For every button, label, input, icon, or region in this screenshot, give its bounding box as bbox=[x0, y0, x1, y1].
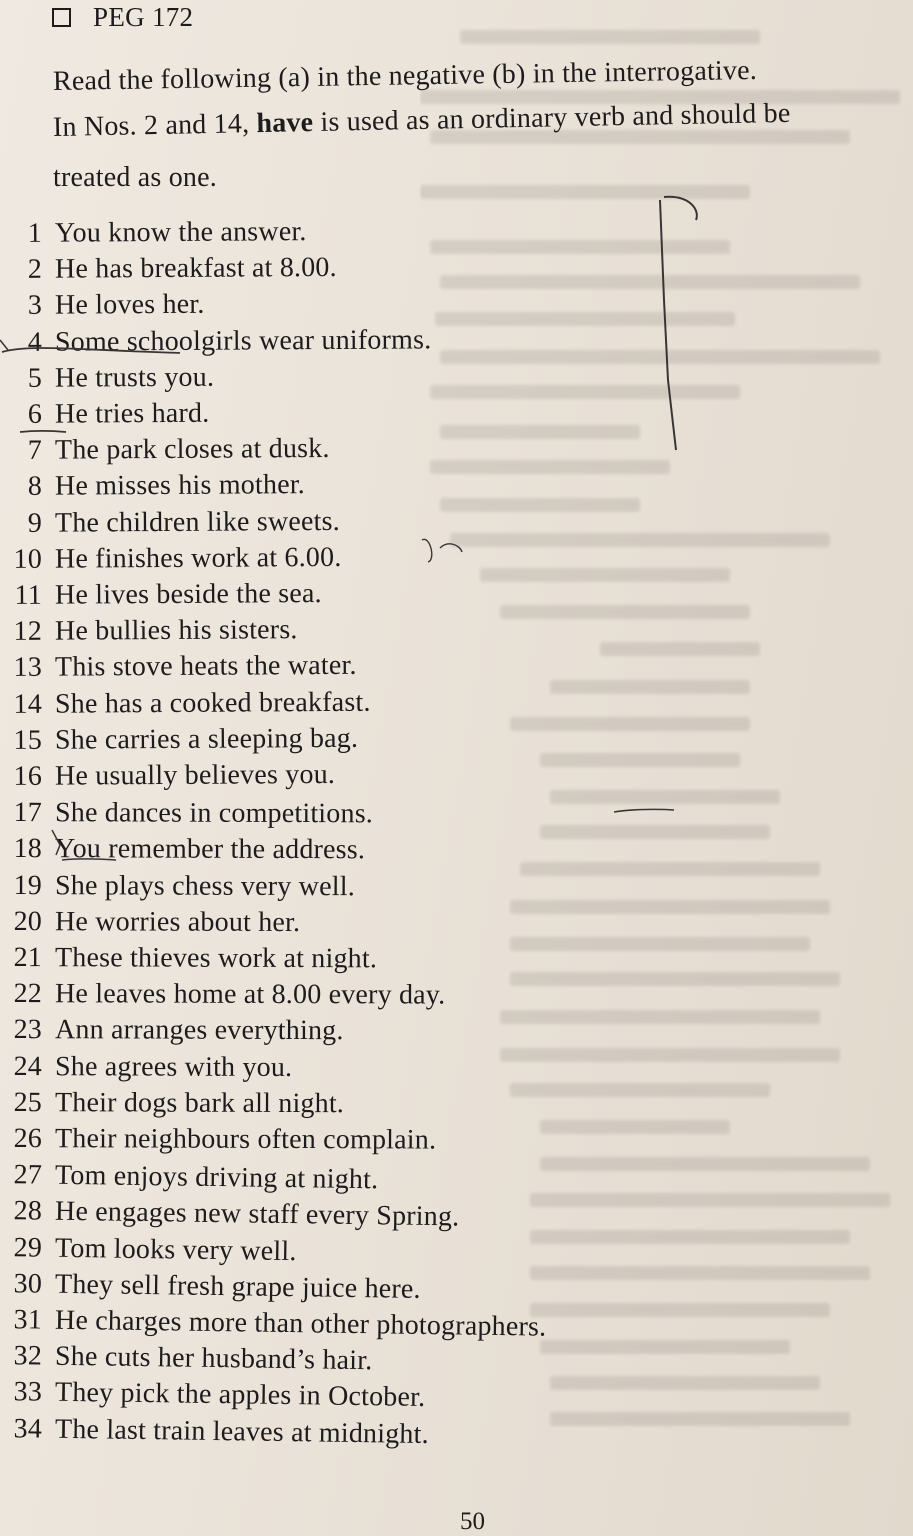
exercise-item bbox=[0, 574, 913, 616]
item-sentence: She plays chess very well. bbox=[54, 869, 355, 902]
item-number: 30 bbox=[13, 1267, 43, 1300]
exercise-title: PEG 172 bbox=[93, 1, 194, 32]
item-number: 13 bbox=[13, 652, 43, 684]
item-sentence: He leaves home at 8.00 every day. bbox=[54, 978, 446, 1011]
item-number: 3 bbox=[27, 290, 43, 322]
item-number: 11 bbox=[14, 579, 43, 611]
exercise-item bbox=[0, 647, 913, 689]
item-sentence: This stove heats the water. bbox=[54, 650, 357, 684]
item-number: 14 bbox=[13, 688, 43, 720]
item-sentence: He loves her. bbox=[54, 289, 205, 322]
item-number: 32 bbox=[13, 1340, 43, 1372]
item-sentence: He finishes work at 6.00. bbox=[54, 541, 342, 575]
item-number: 21 bbox=[13, 942, 43, 974]
item-sentence: The park closes at dusk. bbox=[54, 433, 330, 466]
exercise-item bbox=[0, 502, 913, 544]
exercise-checkbox[interactable] bbox=[52, 8, 71, 27]
item-number: 7 bbox=[27, 434, 43, 467]
item-sentence: He lives beside the sea. bbox=[54, 578, 322, 611]
exercise-item bbox=[0, 1014, 913, 1053]
item-sentence: The last train leaves at midnight. bbox=[54, 1413, 430, 1450]
exercise-item bbox=[0, 683, 913, 725]
item-number: 23 bbox=[13, 1014, 43, 1046]
exercise-item bbox=[0, 321, 913, 363]
item-sentence: Their neighbours often complain. bbox=[54, 1123, 437, 1156]
item-sentence: Their dogs bark all night. bbox=[54, 1086, 345, 1119]
instruction-line-2-end: is used as an ordinary verb and should be bbox=[312, 97, 791, 139]
item-number: 29 bbox=[13, 1231, 43, 1264]
item-number: 18 bbox=[13, 833, 43, 865]
item-number: 4 bbox=[27, 326, 43, 358]
exercise-item bbox=[0, 1051, 913, 1090]
item-sentence: He tries hard. bbox=[54, 397, 210, 430]
item-number: 20 bbox=[13, 905, 43, 937]
exercise-item bbox=[0, 978, 913, 1017]
item-number: 15 bbox=[13, 724, 43, 756]
item-number: 8 bbox=[27, 471, 43, 503]
item-sentence: She cuts her husband’s hair. bbox=[54, 1340, 373, 1377]
item-sentence: They pick the apples in October. bbox=[54, 1377, 426, 1414]
exercise-item bbox=[0, 357, 913, 399]
item-number: 10 bbox=[13, 543, 43, 575]
item-sentence: These thieves work at night. bbox=[54, 942, 378, 975]
exercise-item bbox=[0, 538, 913, 580]
item-number: 16 bbox=[13, 760, 43, 792]
exercise-item bbox=[0, 870, 913, 909]
item-sentence: Tom enjoys driving at night. bbox=[54, 1159, 379, 1196]
item-sentence: Tom looks very well. bbox=[54, 1232, 297, 1267]
exercise-item bbox=[0, 797, 913, 836]
item-sentence: He worries about her. bbox=[54, 905, 301, 938]
item-number: 28 bbox=[13, 1195, 43, 1227]
item-sentence: She has a cooked breakfast. bbox=[54, 686, 371, 720]
item-sentence: Ann arranges everything. bbox=[54, 1014, 344, 1047]
page-number: 50 bbox=[460, 1508, 485, 1535]
exercise-item bbox=[0, 942, 913, 981]
exercise-item bbox=[0, 393, 913, 435]
exercise-item bbox=[0, 833, 913, 872]
instruction-line-3: treated as one. bbox=[53, 162, 217, 193]
item-number: 24 bbox=[13, 1050, 43, 1082]
item-number: 33 bbox=[13, 1376, 43, 1408]
exercise-item bbox=[0, 1087, 913, 1126]
item-number: 31 bbox=[13, 1304, 43, 1336]
item-number: 19 bbox=[13, 869, 43, 901]
exercise-item bbox=[0, 466, 913, 508]
item-sentence: Some schoolgirls wear uniforms. bbox=[54, 323, 432, 358]
instruction-line-2 bbox=[53, 98, 791, 144]
item-sentence: He misses his mother. bbox=[54, 469, 306, 503]
item-sentence: He charges more than other photographers. bbox=[54, 1304, 547, 1343]
item-number: 6 bbox=[27, 398, 43, 430]
instruction-line-1: Read the following (a) in the negative (b) in the interrogative. bbox=[52, 54, 758, 97]
item-number: 5 bbox=[27, 362, 43, 394]
exercise-item bbox=[0, 249, 913, 291]
item-sentence: She dances in competitions. bbox=[54, 797, 374, 830]
item-sentence: She carries a sleeping bag. bbox=[54, 722, 359, 756]
item-number: 27 bbox=[13, 1159, 43, 1191]
exercise-item bbox=[0, 430, 913, 472]
item-sentence: You know the answer. bbox=[54, 216, 307, 249]
item-sentence: He bullies his sisters. bbox=[54, 614, 298, 647]
item-sentence: She agrees with you. bbox=[54, 1050, 293, 1083]
item-number: 12 bbox=[13, 615, 43, 648]
item-sentence: He engages new staff every Spring. bbox=[54, 1196, 460, 1233]
exercise-item bbox=[0, 906, 913, 945]
item-number: 1 bbox=[27, 217, 43, 249]
exercise-item bbox=[0, 755, 913, 797]
exercise-item bbox=[0, 719, 913, 761]
item-sentence: He usually believes you. bbox=[54, 758, 336, 792]
exercise-item bbox=[0, 212, 913, 254]
exercise-item bbox=[0, 1123, 913, 1162]
item-number: 26 bbox=[13, 1123, 43, 1155]
item-number: 34 bbox=[13, 1412, 43, 1445]
instruction-keyword-have: have bbox=[256, 107, 314, 140]
item-number: 17 bbox=[13, 797, 43, 829]
item-number: 22 bbox=[13, 978, 43, 1010]
exercise-item bbox=[0, 285, 913, 327]
item-sentence: He has breakfast at 8.00. bbox=[54, 252, 337, 285]
item-sentence: He trusts you. bbox=[54, 361, 215, 394]
item-number: 25 bbox=[13, 1086, 43, 1118]
item-sentence: You remember the address. bbox=[54, 833, 366, 866]
instruction-line-2-start: In Nos. 2 and 14, bbox=[52, 108, 257, 143]
item-number: 9 bbox=[27, 507, 43, 539]
item-sentence: They sell fresh grape juice here. bbox=[54, 1268, 421, 1305]
item-sentence: The children like sweets. bbox=[54, 505, 340, 539]
exercise-header bbox=[52, 0, 193, 34]
item-number: 2 bbox=[27, 253, 43, 286]
exercise-item bbox=[0, 611, 913, 653]
